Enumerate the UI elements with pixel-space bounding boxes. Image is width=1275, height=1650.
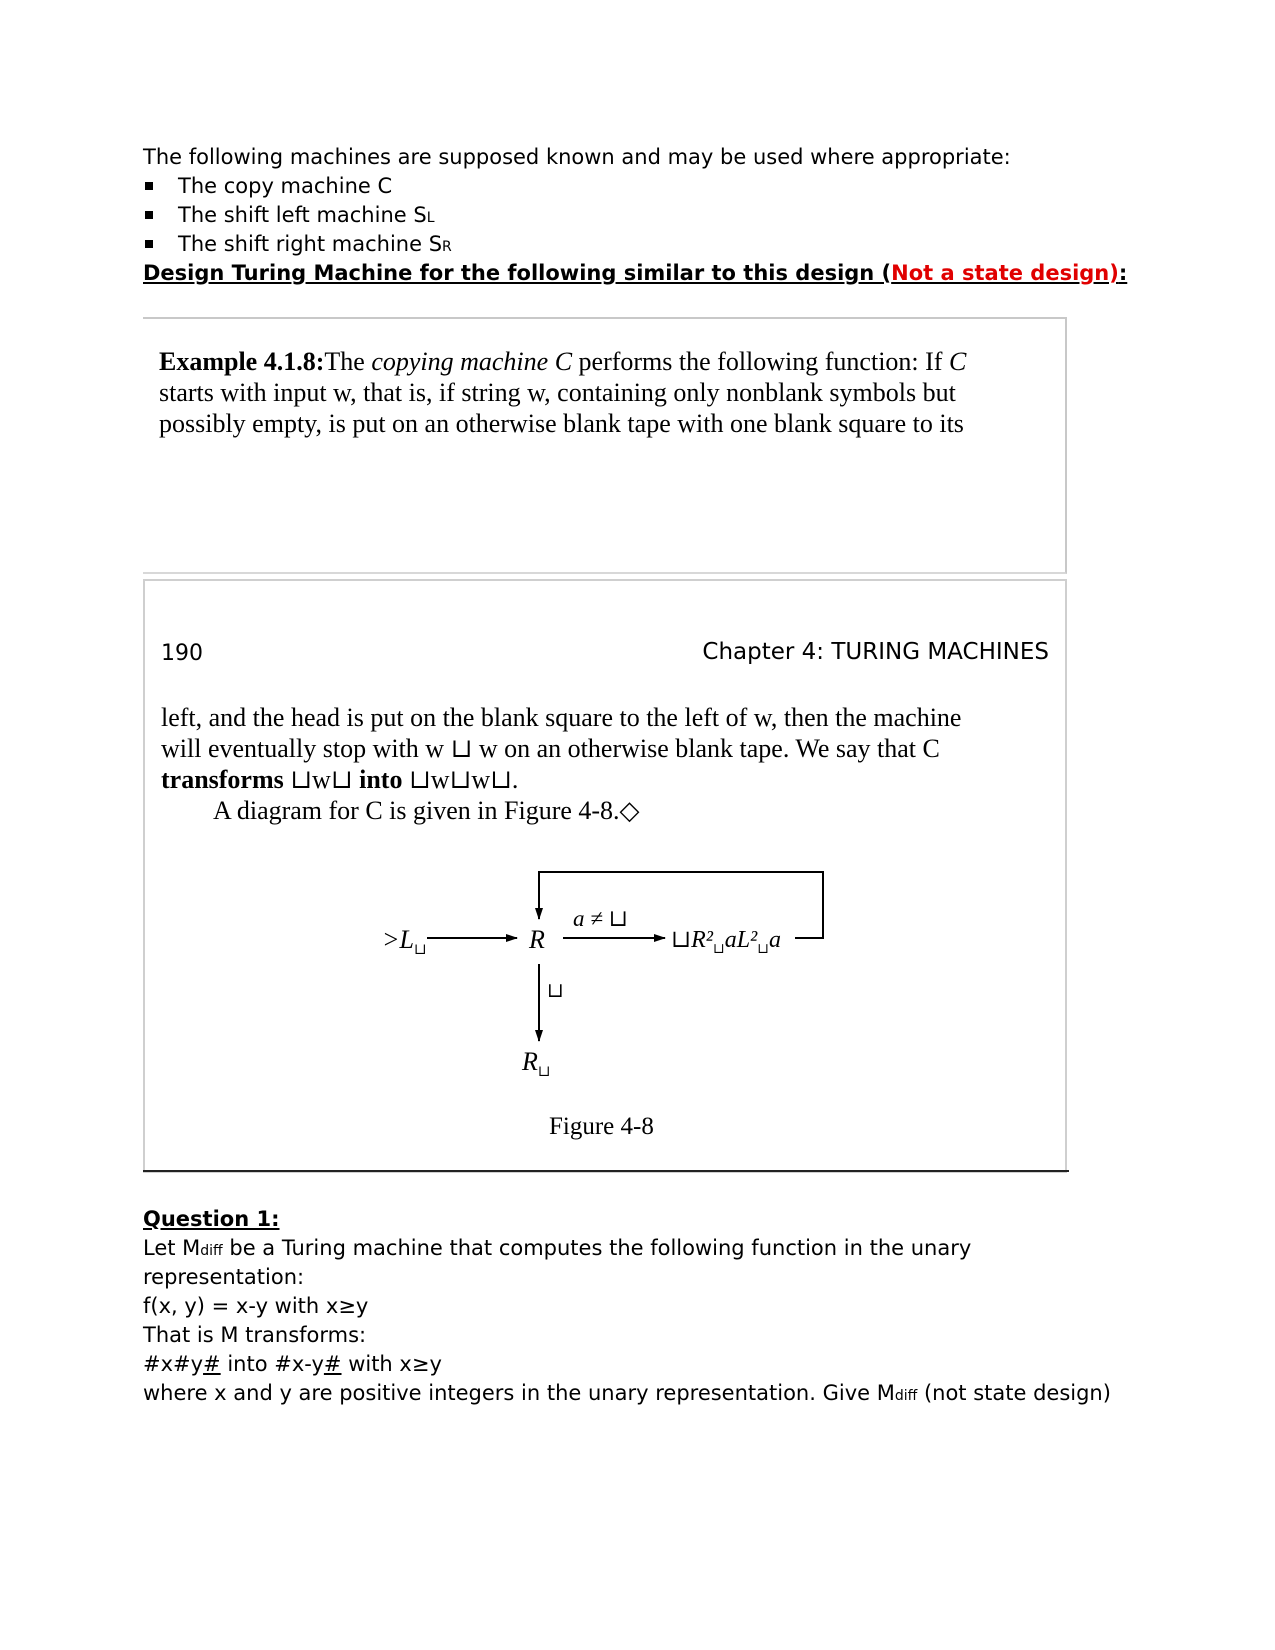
figure-caption: Figure 4-8 [549, 1113, 654, 1140]
diagram-r-node: R [529, 925, 545, 954]
excerpt1-line3: possibly empty, is put on an otherwise blank tape with one blank square to its [159, 409, 964, 438]
bullet-icon [145, 211, 153, 219]
page-number: 190 [161, 641, 203, 666]
bullet-item-copy: The copy machine C [178, 174, 393, 198]
bullet-icon [145, 240, 153, 248]
textbook-excerpt-1 [143, 317, 1067, 574]
question-transform: #x#y# into #x-y# with x≥y [143, 1352, 442, 1376]
diagram-right-node: $⊔R^2_⊔aL^2_⊔a$ [671, 927, 781, 957]
diagram-start-node: $>L_⊔$ [382, 925, 427, 958]
excerpt2-line4: A diagram for C is given in Figure 4-8.◇ [213, 796, 640, 825]
excerpt2-line2: will eventually stop with w ⊔ w on an otherwise blank tape. We say that C [161, 734, 940, 763]
excerpt1-line1: Example 4.1.8:The copying machine C performs the following function: If C [159, 347, 967, 376]
diagram-down-label: ⊔ [547, 980, 564, 1002]
intro-line: The following machines are supposed known and may be used where appropriate: [143, 145, 1011, 169]
design-instruction: Design Turing Machine for the following similar to this design (Not a state design): [143, 261, 1128, 285]
copy-machine-diagram [145, 581, 1065, 1171]
chapter-heading: Chapter 4: TURING MACHINES [702, 639, 1049, 665]
excerpt1-line2: starts with input w, that is, if string w, containing only nonblank symbols but [159, 378, 956, 407]
question-line1: Let Mdiff be a Turing machine that computes the following function in the unary [143, 1236, 972, 1260]
excerpt2-line1: left, and the head is put on the blank square to the left of w, then the machine [161, 703, 962, 732]
diagram-edge-label: a ≠ ⊔ [573, 906, 628, 931]
diagram-bottom-node: $R_⊔$ [522, 1047, 551, 1080]
question-line2: representation: [143, 1265, 305, 1289]
question-title: Question 1: [143, 1207, 280, 1231]
question-function: f(x, y) = x-y with x≥y [143, 1294, 369, 1318]
bullet-item-shift-right: The shift right machine SR [178, 232, 452, 256]
excerpt2-line3: transforms ⊔w⊔ into ⊔w⊔w⊔. [161, 765, 519, 794]
question-line4: That is M transforms: [143, 1323, 367, 1347]
bullet-icon [145, 182, 153, 190]
question-line6: where x and y are positive integers in the unary representation. Give Mdiff (not state design) [143, 1381, 1111, 1405]
textbook-excerpt-2 [143, 579, 1067, 1173]
bullet-item-shift-left: The shift left machine SL [178, 203, 435, 227]
divider [143, 1170, 1069, 1172]
